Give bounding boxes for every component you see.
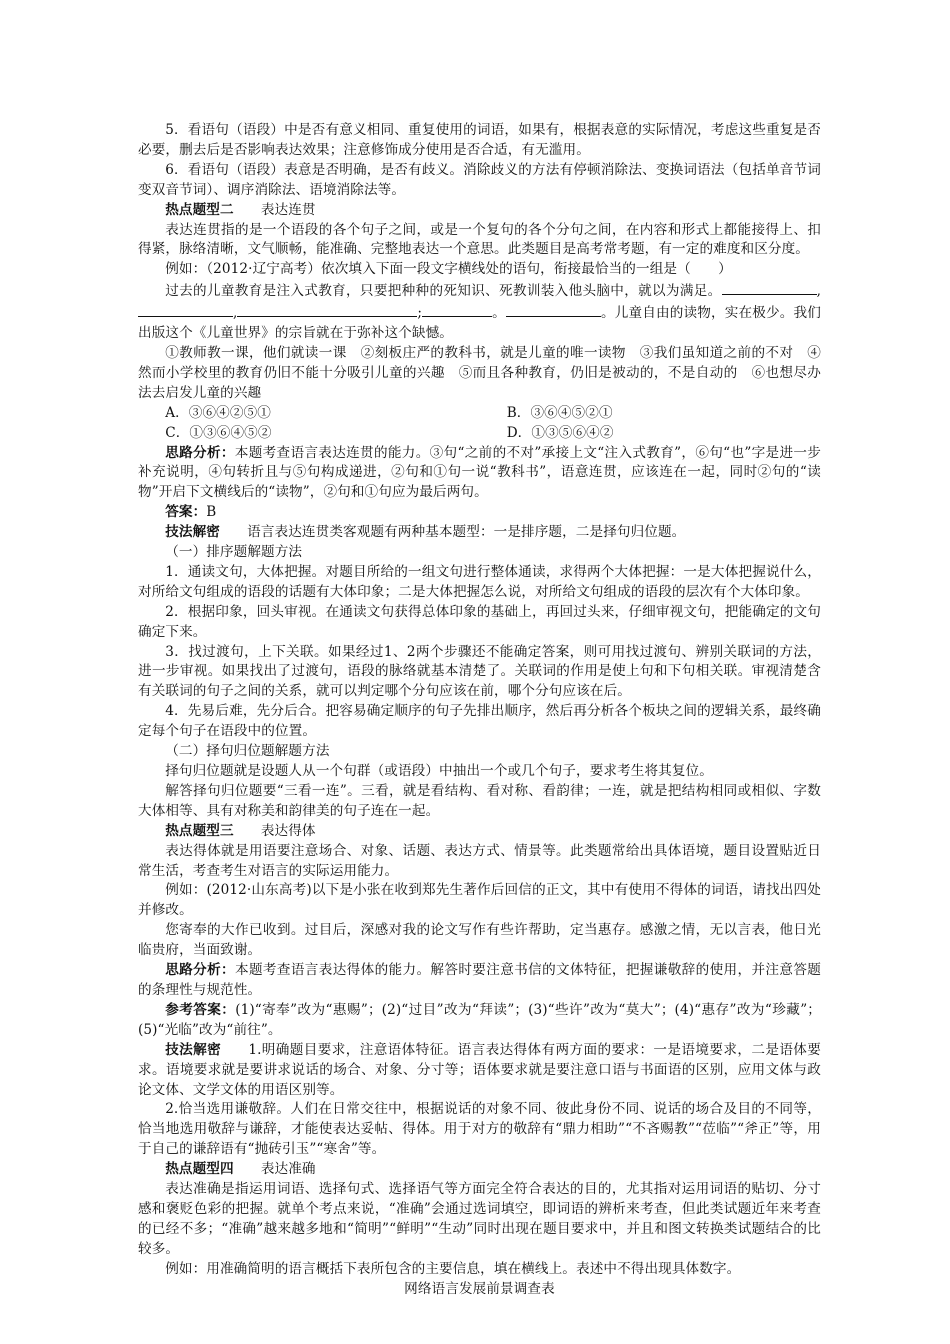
technique-label: 技法解密 (165, 1041, 222, 1058)
method-item-4: 4．先易后难，先分后合。把容易确定顺序的句子先排出顺序，然后再分析各个板块之间的逻辑关系，最终确定每个句子在语段中的位置。 (138, 703, 821, 740)
subheading-ordering: （一）排序题解题方法 (165, 544, 303, 561)
paragraph-answer (138, 503, 821, 523)
section-heading-label: 热点题型二 (165, 201, 234, 218)
paragraph-definition: 表达连贯指的是一个语段的各个句子之间，或是一个复句的各个分句之间，在内容和形式上都能接得上、扣得紧，脉络清晰，文气顺畅，能准确、完整地表达一个意思。此类题目是高考常考题，有一定的难度和区分度。 (138, 221, 821, 258)
subheading-placement: （二）择句归位题解题方法 (165, 743, 330, 760)
paragraph-technique-2 (138, 1041, 821, 1101)
method-item-7: 2.恰当选用谦敬辞。人们在日常交往中，根据说话的对象不同、彼此身份不同、说话的场合及目的不同等，恰当地选用敬辞与谦辞，才能使表达妥帖、得体。用于对方的敬辞有“鼎力相助”“不吝赐教”“莅临”“斧正”等，用于自己的谦辞语有“抛砖引玉”“寒舍”等。 (138, 1101, 821, 1158)
paragraph-accuracy: 表达准确是指运用词语、选择句式、选择语气等方面完全符合表达的目的，尤其指对运用词语的贴切、分寸感和褒贬色彩的把握。就单个考点来说，“准确”会通过选词填空，即词语的辨析来考查，但此类试题近年来考查的已经不多；“准确”越来越多地和“简明”“鲜明”“生动”同时出现在题目要求中，并且和图文转换类试题结合的比较多。 (138, 1181, 821, 1257)
section-heading-title: 表达得体 (260, 822, 316, 839)
answer-label: 答案： (165, 504, 207, 521)
section-heading-2 (138, 201, 821, 221)
section-heading-title: 表达准确 (260, 1161, 316, 1178)
paragraph-example-letter: 例如：(2012·山东高考)以下是小张在收到郑先生著作后回信的正文，其中有使用不得体的词语，请找出四处并修改。 (138, 882, 821, 919)
paragraph-example-table: 例如：用准确简明的语言概括下表所包含的主要信息，填在横线上。表述中不得出现具体数字。 (165, 1260, 741, 1277)
method-item-1: 1．通读文句，大体把握。对题目所给的一组文句进行整体通读，求得两个大体把握：一是大体把握说什么，对所给文句组成的语段的话题有大体印象；二是大体把握怎么说，对所给文句组成的语段的层次有个大体印象。 (138, 563, 821, 600)
blank-line-4 (422, 302, 492, 317)
method-item-5: 择句归位题就是设题人从一个句群（或语段）中抽出一个或几个句子，要求考生将其复位。 (165, 763, 713, 779)
reference-answer-text: (1)“寄奉”改为“惠赐”；(2)“过目”改为“拜读”；(3)“些许”改为“莫大”；(4)“惠存”改为“珍藏”；(5)“光临”改为“前往”。 (138, 1001, 822, 1038)
section-heading-title: 表达连贯 (260, 201, 316, 218)
answer-options-row-2 (138, 424, 821, 444)
table-caption: 网络语言发展前景调查表 (404, 1280, 555, 1297)
analysis-text: 本题考查语言表达得体的能力。解答时要注意书信的文体特征，把握谦敬辞的使用，并注意答题的条理性与规范性。 (138, 962, 821, 998)
paragraph-sentence-list: ①教师教一课，他们就读一课 ②刻板庄严的教科书，就是儿童的唯一读物 ③我们虽知道之前的不对 ④然而小学校里的教育仍旧不能十分吸引儿童的兴趣 ⑤而且各种教育，仍旧是被动的，不是自动的 ⑥也想尽办法去启发儿童的兴趣 (138, 344, 821, 401)
technique-label: 技法解密 (165, 524, 220, 541)
method-item-2: 2．根据印象，回头审视。在通读文句获得总体印象的基础上，再回过头来，仔细审视文句，把能确定的文句确定下来。 (138, 603, 821, 640)
answer-options-row-1 (138, 404, 821, 424)
analysis-label: 思路分析： (165, 444, 235, 461)
paragraph-analysis-2 (138, 961, 821, 1001)
document-body (138, 121, 821, 1299)
blank-line-5 (506, 302, 601, 317)
blank-line-1 (722, 280, 817, 295)
section-heading-label: 热点题型三 (165, 822, 234, 839)
option-a: A．③⑥④②⑤① (165, 404, 271, 421)
option-b: B．③⑥④⑤②① (506, 404, 613, 421)
blank-mark-3: ; (417, 305, 423, 322)
blank-mark-1: , (816, 283, 821, 300)
blank-line-3 (237, 302, 417, 317)
paragraph-example-question: 例如：（2012·辽宁高考）依次填入下面一段文字横线处的语句，衔接最恰当的一组是（ ） (165, 261, 732, 278)
paragraph-item-5: 5．看语句（语段）中是否有意义相同、重复使用的词语，如果有，根据表意的实际情况，考虑这些重复是否必要，删去后是否影响表达效果；注意修饰成分使用是否合适，有无滥用。 (138, 122, 821, 158)
option-c: C．①③⑥④⑤② (165, 424, 272, 441)
paragraph-item-6: 6．看语句（语段）表意是否明确，是否有歧义。消除歧义的方法有停顿消除法、变换词语法（包括单音节词变双音节词）、调序消除法、语境消除法等。 (138, 161, 821, 198)
paragraph-analysis-1 (138, 444, 821, 504)
paragraph-reference-answer (138, 1001, 821, 1041)
section-heading-4 (138, 1160, 821, 1180)
fill-blank-lead: 过去的儿童教育是注入式教育，只要把种种的死知识、死教训装入他头脑中，就以为满足。 (165, 283, 722, 300)
paragraph-appropriateness: 表达得体就是用语要注意场合、对象、话题、表达方式、情景等。此类题常给出具体语境，题目设置贴近日常生活，考查考生对语言的实际运用能力。 (138, 842, 821, 879)
paragraph-letter-body: 您寄奉的大作已收到。过目后，深感对我的论文写作有些许帮助，定当惠存。感激之情，无以言表，他日光临贵府，当面致谢。 (138, 922, 821, 959)
analysis-text: 本题考查语言表达连贯的能力。③句“之前的不对”承接上文“注入式教育”，⑥句“也”字是进一步补充说明，④句转折且与⑤句构成递进，②句和①句一说“教科书”，语意连贯，应该连在一起，同时②句的“读物”开启下文横线后的“读物”，②句和①句应为最后两句。 (138, 444, 821, 501)
option-d: D．①③⑤⑥④② (506, 424, 614, 441)
fill-blank-tail: 。儿童自由的读物，实在极少。我们出版这个《儿童世界》的宗旨就在于弥补这个缺憾。 (138, 305, 821, 342)
blank-mark-4: 。 (492, 305, 506, 322)
section-heading-3 (138, 822, 821, 842)
technique-text: 1.明确题目要求，注意语体特征。语言表达得体有两方面的要求：一是语境要求，二是语体要求。语境要求就是要讲求说话的场合、对象、分寸等；语体要求就是要注意口语与书面语的区别，应用文体与政论文体、文学文体的用语区别等。 (138, 1041, 821, 1098)
paragraph-fill-blank (138, 280, 821, 344)
blank-line-2 (138, 302, 233, 317)
method-item-6: 解答择句归位题要“三看一连”。三看，就是看结构、看对称、看韵律；一连，就是把结构相同或相似、字数大体相等、具有对称美和韵律美的句子连在一起。 (138, 782, 821, 819)
blank-mark-2: , (233, 305, 238, 322)
analysis-label: 思路分析： (165, 962, 235, 979)
section-heading-label: 热点题型四 (165, 1161, 234, 1178)
answer-text: B (206, 504, 217, 521)
technique-text: 语言表达连贯类客观题有两种基本题型：一是排序题，二是择句归位题。 (247, 524, 686, 541)
paragraph-technique-1 (138, 523, 821, 543)
reference-answer-label: 参考答案： (165, 1001, 236, 1018)
method-item-3: 3．找过渡句，上下关联。如果经过1、2两个步骤还不能确定答案，则可用找过渡句、辨别关联词的方法，进一步审视。如果找出了过渡句，语段的脉络就基本清楚了。关联词的作用是使上句和下句相关联。审视清楚含有关联词的句子之间的关系，就可以判定哪个分句应该在前，哪个分句应该在后。 (138, 643, 821, 700)
